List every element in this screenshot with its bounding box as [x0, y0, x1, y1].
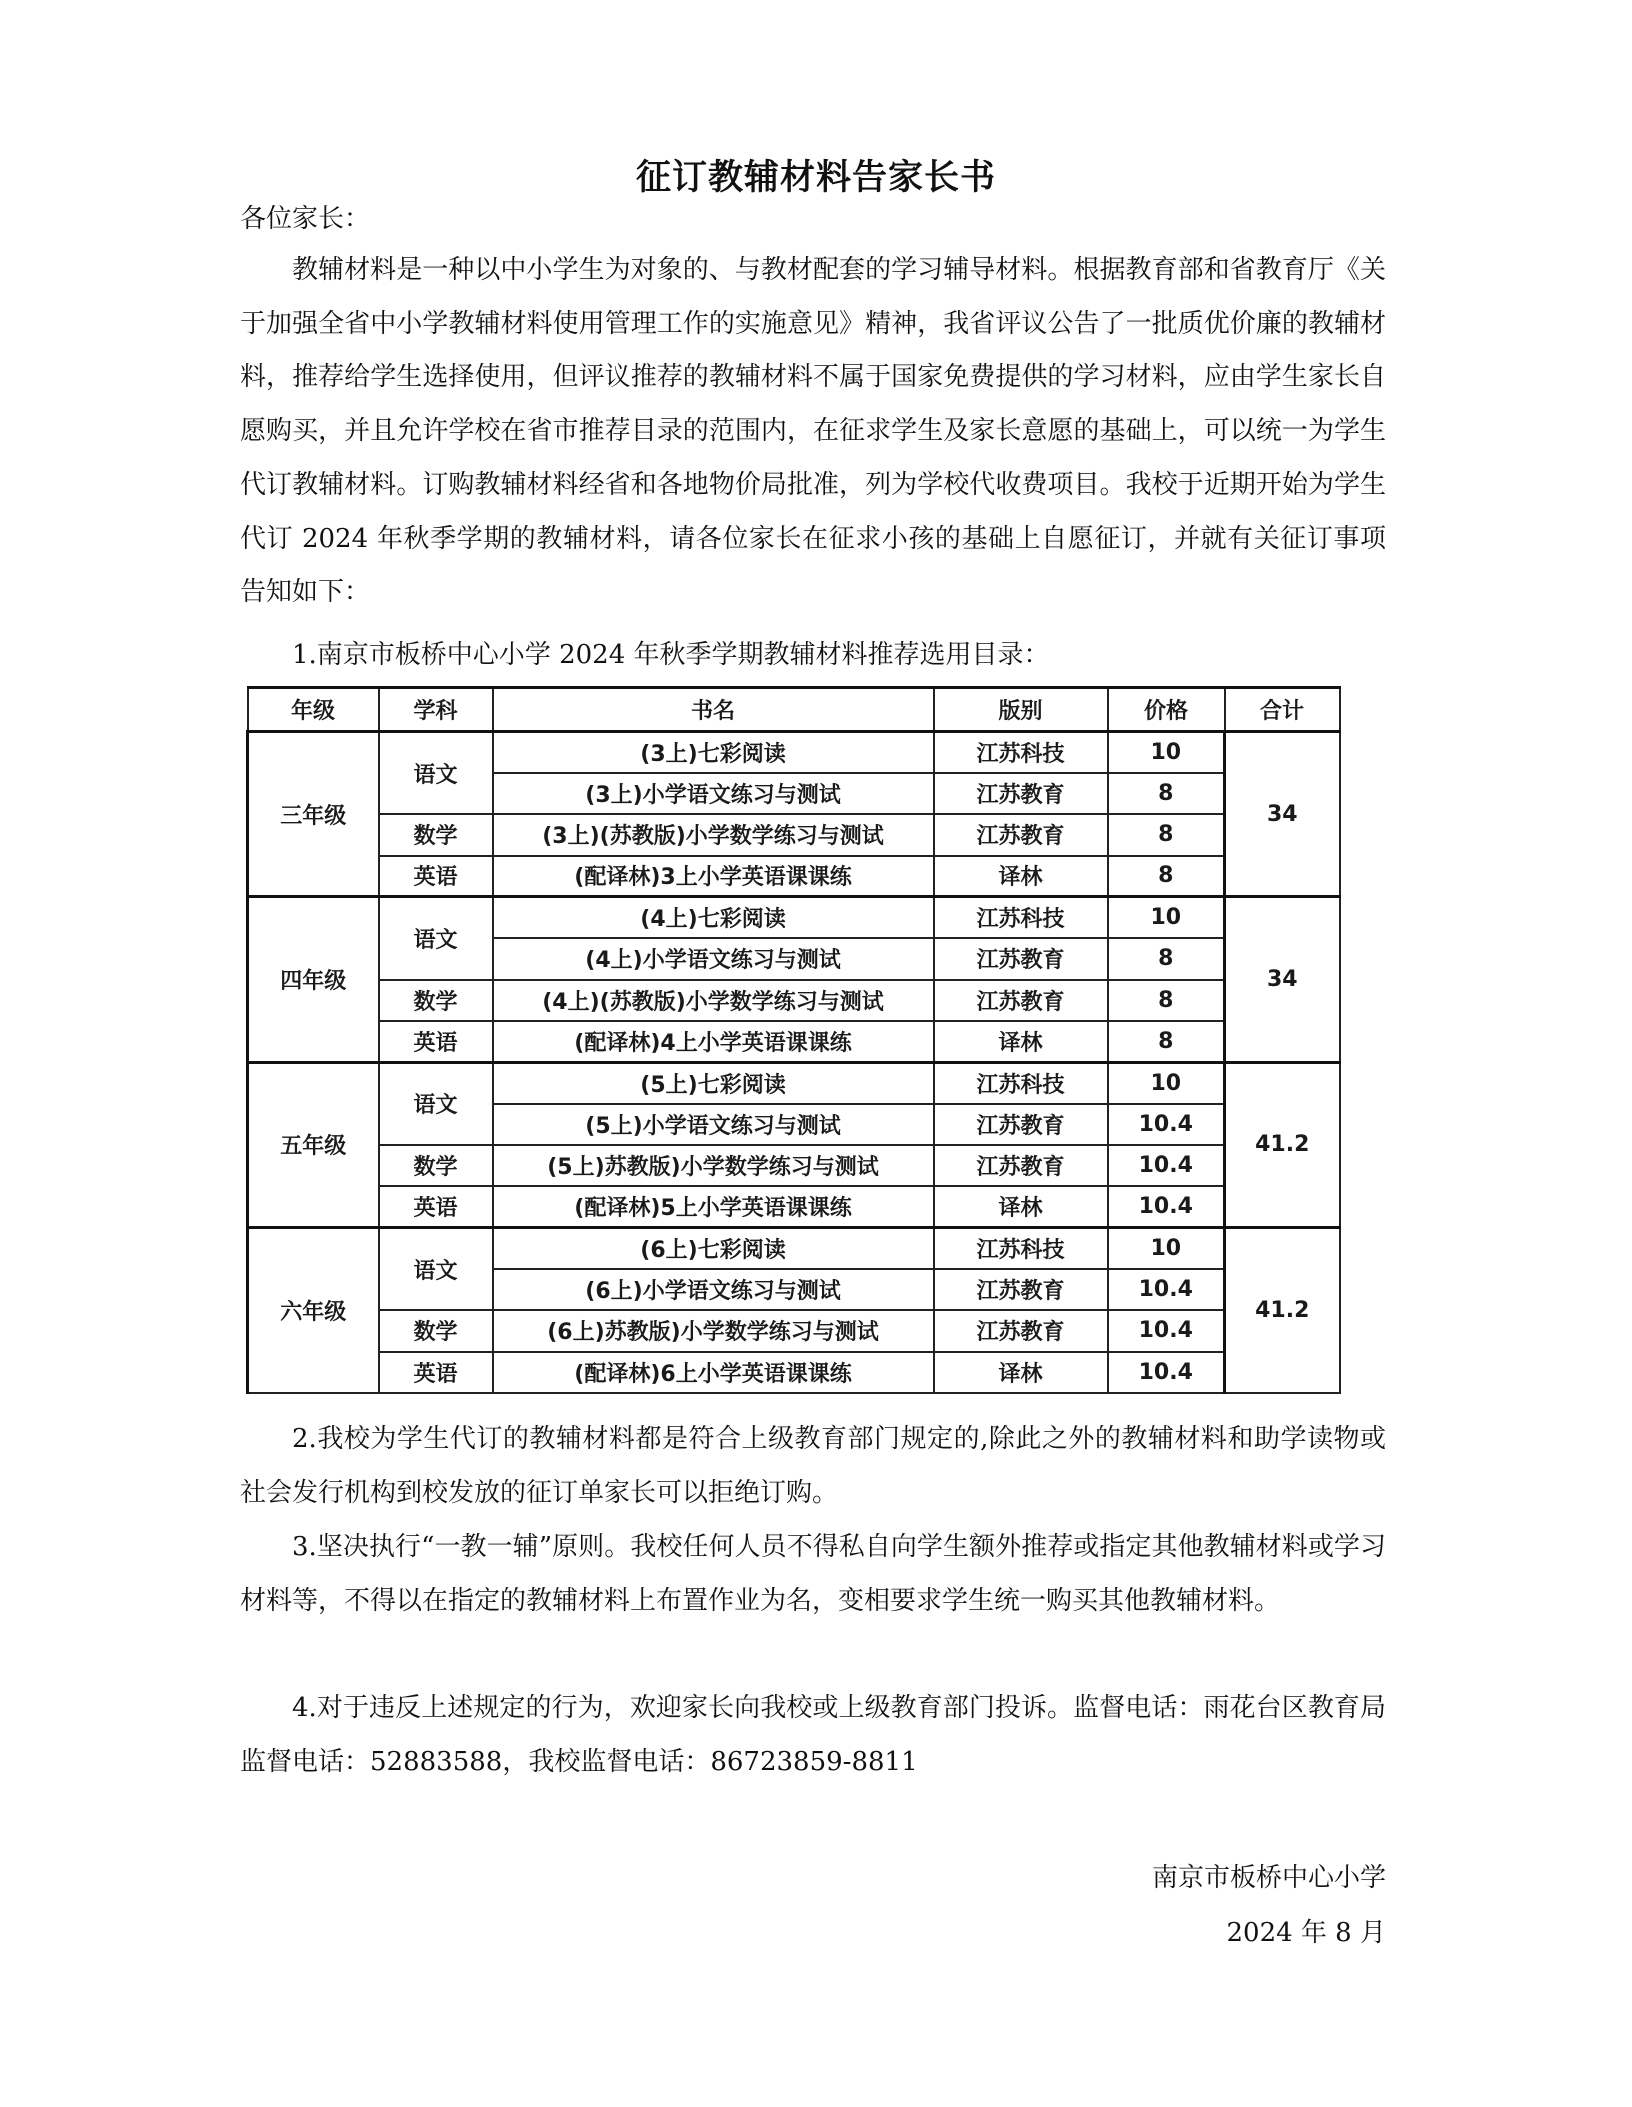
subject-cell: 语文	[379, 1228, 493, 1311]
header-total: 合计	[1225, 688, 1340, 732]
price-cell: 8	[1108, 856, 1225, 897]
book-cell: (3上)(苏教版)小学数学练习与测试	[493, 814, 934, 855]
subject-cell: 语文	[379, 897, 493, 980]
grade-cell: 三年级	[248, 732, 379, 897]
price-cell: 8	[1108, 1021, 1225, 1062]
greeting: 各位家长：	[240, 204, 371, 234]
subject-cell: 数学	[379, 1145, 493, 1186]
publisher-cell: 译林	[934, 856, 1108, 897]
book-cell: (4上)七彩阅读	[493, 897, 934, 938]
table-row	[248, 980, 1340, 1021]
price-cell: 10	[1108, 732, 1225, 773]
price-cell: 10	[1108, 897, 1225, 938]
price-cell: 10	[1108, 1228, 1225, 1269]
materials-table	[246, 686, 1341, 1394]
publisher-cell: 译林	[934, 1021, 1108, 1062]
table-row	[248, 856, 1340, 897]
book-cell: (6上)小学语文练习与测试	[493, 1269, 934, 1310]
table-row	[248, 1145, 1340, 1186]
header-publisher: 版别	[934, 688, 1108, 732]
table-row	[248, 897, 1340, 938]
book-cell: (4上)(苏教版)小学数学练习与测试	[493, 980, 934, 1021]
price-cell: 10.4	[1108, 1145, 1225, 1186]
table-row	[248, 1352, 1340, 1393]
grade-cell: 四年级	[248, 897, 379, 1062]
grade-cell: 五年级	[248, 1062, 379, 1227]
materials-table-container	[246, 686, 1338, 1394]
book-cell: (配译林)6上小学英语课课练	[493, 1352, 934, 1393]
table-row	[248, 814, 1340, 855]
table-row	[248, 732, 1340, 773]
table-row	[248, 1021, 1340, 1062]
book-cell: (4上)小学语文练习与测试	[493, 938, 934, 979]
publisher-cell: 江苏科技	[934, 1062, 1108, 1103]
publisher-cell: 江苏教育	[934, 1310, 1108, 1351]
price-cell: 10.4	[1108, 1104, 1225, 1145]
publisher-cell: 江苏科技	[934, 1228, 1108, 1269]
price-cell: 10.4	[1108, 1186, 1225, 1227]
subject-cell: 英语	[379, 1352, 493, 1393]
book-cell: (5上)苏教版)小学数学练习与测试	[493, 1145, 934, 1186]
grade-cell: 六年级	[248, 1228, 379, 1393]
subject-cell: 英语	[379, 1021, 493, 1062]
book-cell: (配译林)4上小学英语课课练	[493, 1021, 934, 1062]
table-row	[248, 1310, 1340, 1351]
publisher-cell: 江苏教育	[934, 1104, 1108, 1145]
subject-cell: 数学	[379, 980, 493, 1021]
table-row	[248, 1228, 1340, 1269]
item-4-paragraph: 4.对于违反上述规定的行为，欢迎家长向我校或上级教育部门投诉。监督电话：雨花台区教育局监督电话：52883588，我校监督电话：86723859-8811	[240, 1693, 1386, 1777]
table-header-row	[248, 688, 1340, 732]
publisher-cell: 江苏教育	[934, 773, 1108, 814]
total-cell: 34	[1225, 897, 1340, 1062]
price-cell: 8	[1108, 773, 1225, 814]
header-book: 书名	[493, 688, 934, 732]
publisher-cell: 江苏教育	[934, 814, 1108, 855]
price-cell: 10.4	[1108, 1269, 1225, 1310]
total-cell: 41.2	[1225, 1228, 1340, 1393]
signature-date: 2024 年 8 月	[1226, 1918, 1386, 1948]
publisher-cell: 译林	[934, 1352, 1108, 1393]
page-title: 征订教辅材料告家长书	[635, 157, 996, 198]
price-cell: 10.4	[1108, 1352, 1225, 1393]
book-cell: (5上)小学语文练习与测试	[493, 1104, 934, 1145]
subject-cell: 语文	[379, 732, 493, 815]
price-cell: 8	[1108, 980, 1225, 1021]
item-3-paragraph: 3.坚决执行“一教一辅”原则。我校任何人员不得私自向学生额外推荐或指定其他教辅材料或学习材料等，不得以在指定的教辅材料上布置作业为名，变相要求学生统一购买其他教辅材料。	[240, 1532, 1386, 1616]
total-cell: 34	[1225, 732, 1340, 897]
subject-cell: 英语	[379, 856, 493, 897]
book-cell: (5上)七彩阅读	[493, 1062, 934, 1103]
subject-cell: 语文	[379, 1062, 493, 1145]
header-price: 价格	[1108, 688, 1225, 732]
price-cell: 8	[1108, 938, 1225, 979]
publisher-cell: 江苏教育	[934, 938, 1108, 979]
book-cell: (6上)苏教版)小学数学练习与测试	[493, 1310, 934, 1351]
header-subject: 学科	[379, 688, 493, 732]
book-cell: (6上)七彩阅读	[493, 1228, 934, 1269]
total-cell: 41.2	[1225, 1062, 1340, 1227]
book-cell: (配译林)3上小学英语课课练	[493, 856, 934, 897]
book-cell: (3上)小学语文练习与测试	[493, 773, 934, 814]
intro-paragraph: 教辅材料是一种以中小学生为对象的、与教材配套的学习辅导材料。根据教育部和省教育厅《关于加强全省中小学教辅材料使用管理工作的实施意见》精神，我省评议公告了一批质优价廉的教辅材料，推荐给学生选择使用，但评议推荐的教辅材料不属于国家免费提供的学习材料，应由学生家长自愿购买，并且允许学校在省市推荐目录的范围内，在征求学生及家长意愿的基础上，可以统一为学生代订教辅材料。订购教辅材料经省和各地物价局批准，列为学校代收费项目。我校于近期开始为学生代订 2024 年秋季学期的教辅材料，请各位家长在征求小孩的基础上自愿征订，并就有关征订事项告知如下：	[240, 255, 1386, 608]
header-grade: 年级	[248, 688, 379, 732]
publisher-cell: 江苏科技	[934, 897, 1108, 938]
table-row	[248, 1062, 1340, 1103]
book-cell: (3上)七彩阅读	[493, 732, 934, 773]
subject-cell: 英语	[379, 1186, 493, 1227]
publisher-cell: 江苏教育	[934, 980, 1108, 1021]
table-row	[248, 1186, 1340, 1227]
publisher-cell: 江苏教育	[934, 1145, 1108, 1186]
publisher-cell: 译林	[934, 1186, 1108, 1227]
signature-school: 南京市板桥中心小学	[1151, 1863, 1386, 1893]
item-2-paragraph: 2.我校为学生代订的教辅材料都是符合上级教育部门规定的,除此之外的教辅材料和助学读物或社会发行机构到校发放的征订单家长可以拒绝订购。	[240, 1424, 1386, 1508]
subject-cell: 数学	[379, 814, 493, 855]
item-1-paragraph: 1.南京市板桥中心小学 2024 年秋季学期教辅材料推荐选用目录：	[292, 640, 1050, 670]
price-cell: 10	[1108, 1062, 1225, 1103]
subject-cell: 数学	[379, 1310, 493, 1351]
publisher-cell: 江苏教育	[934, 1269, 1108, 1310]
book-cell: (配译林)5上小学英语课课练	[493, 1186, 934, 1227]
price-cell: 10.4	[1108, 1310, 1225, 1351]
publisher-cell: 江苏科技	[934, 732, 1108, 773]
price-cell: 8	[1108, 814, 1225, 855]
